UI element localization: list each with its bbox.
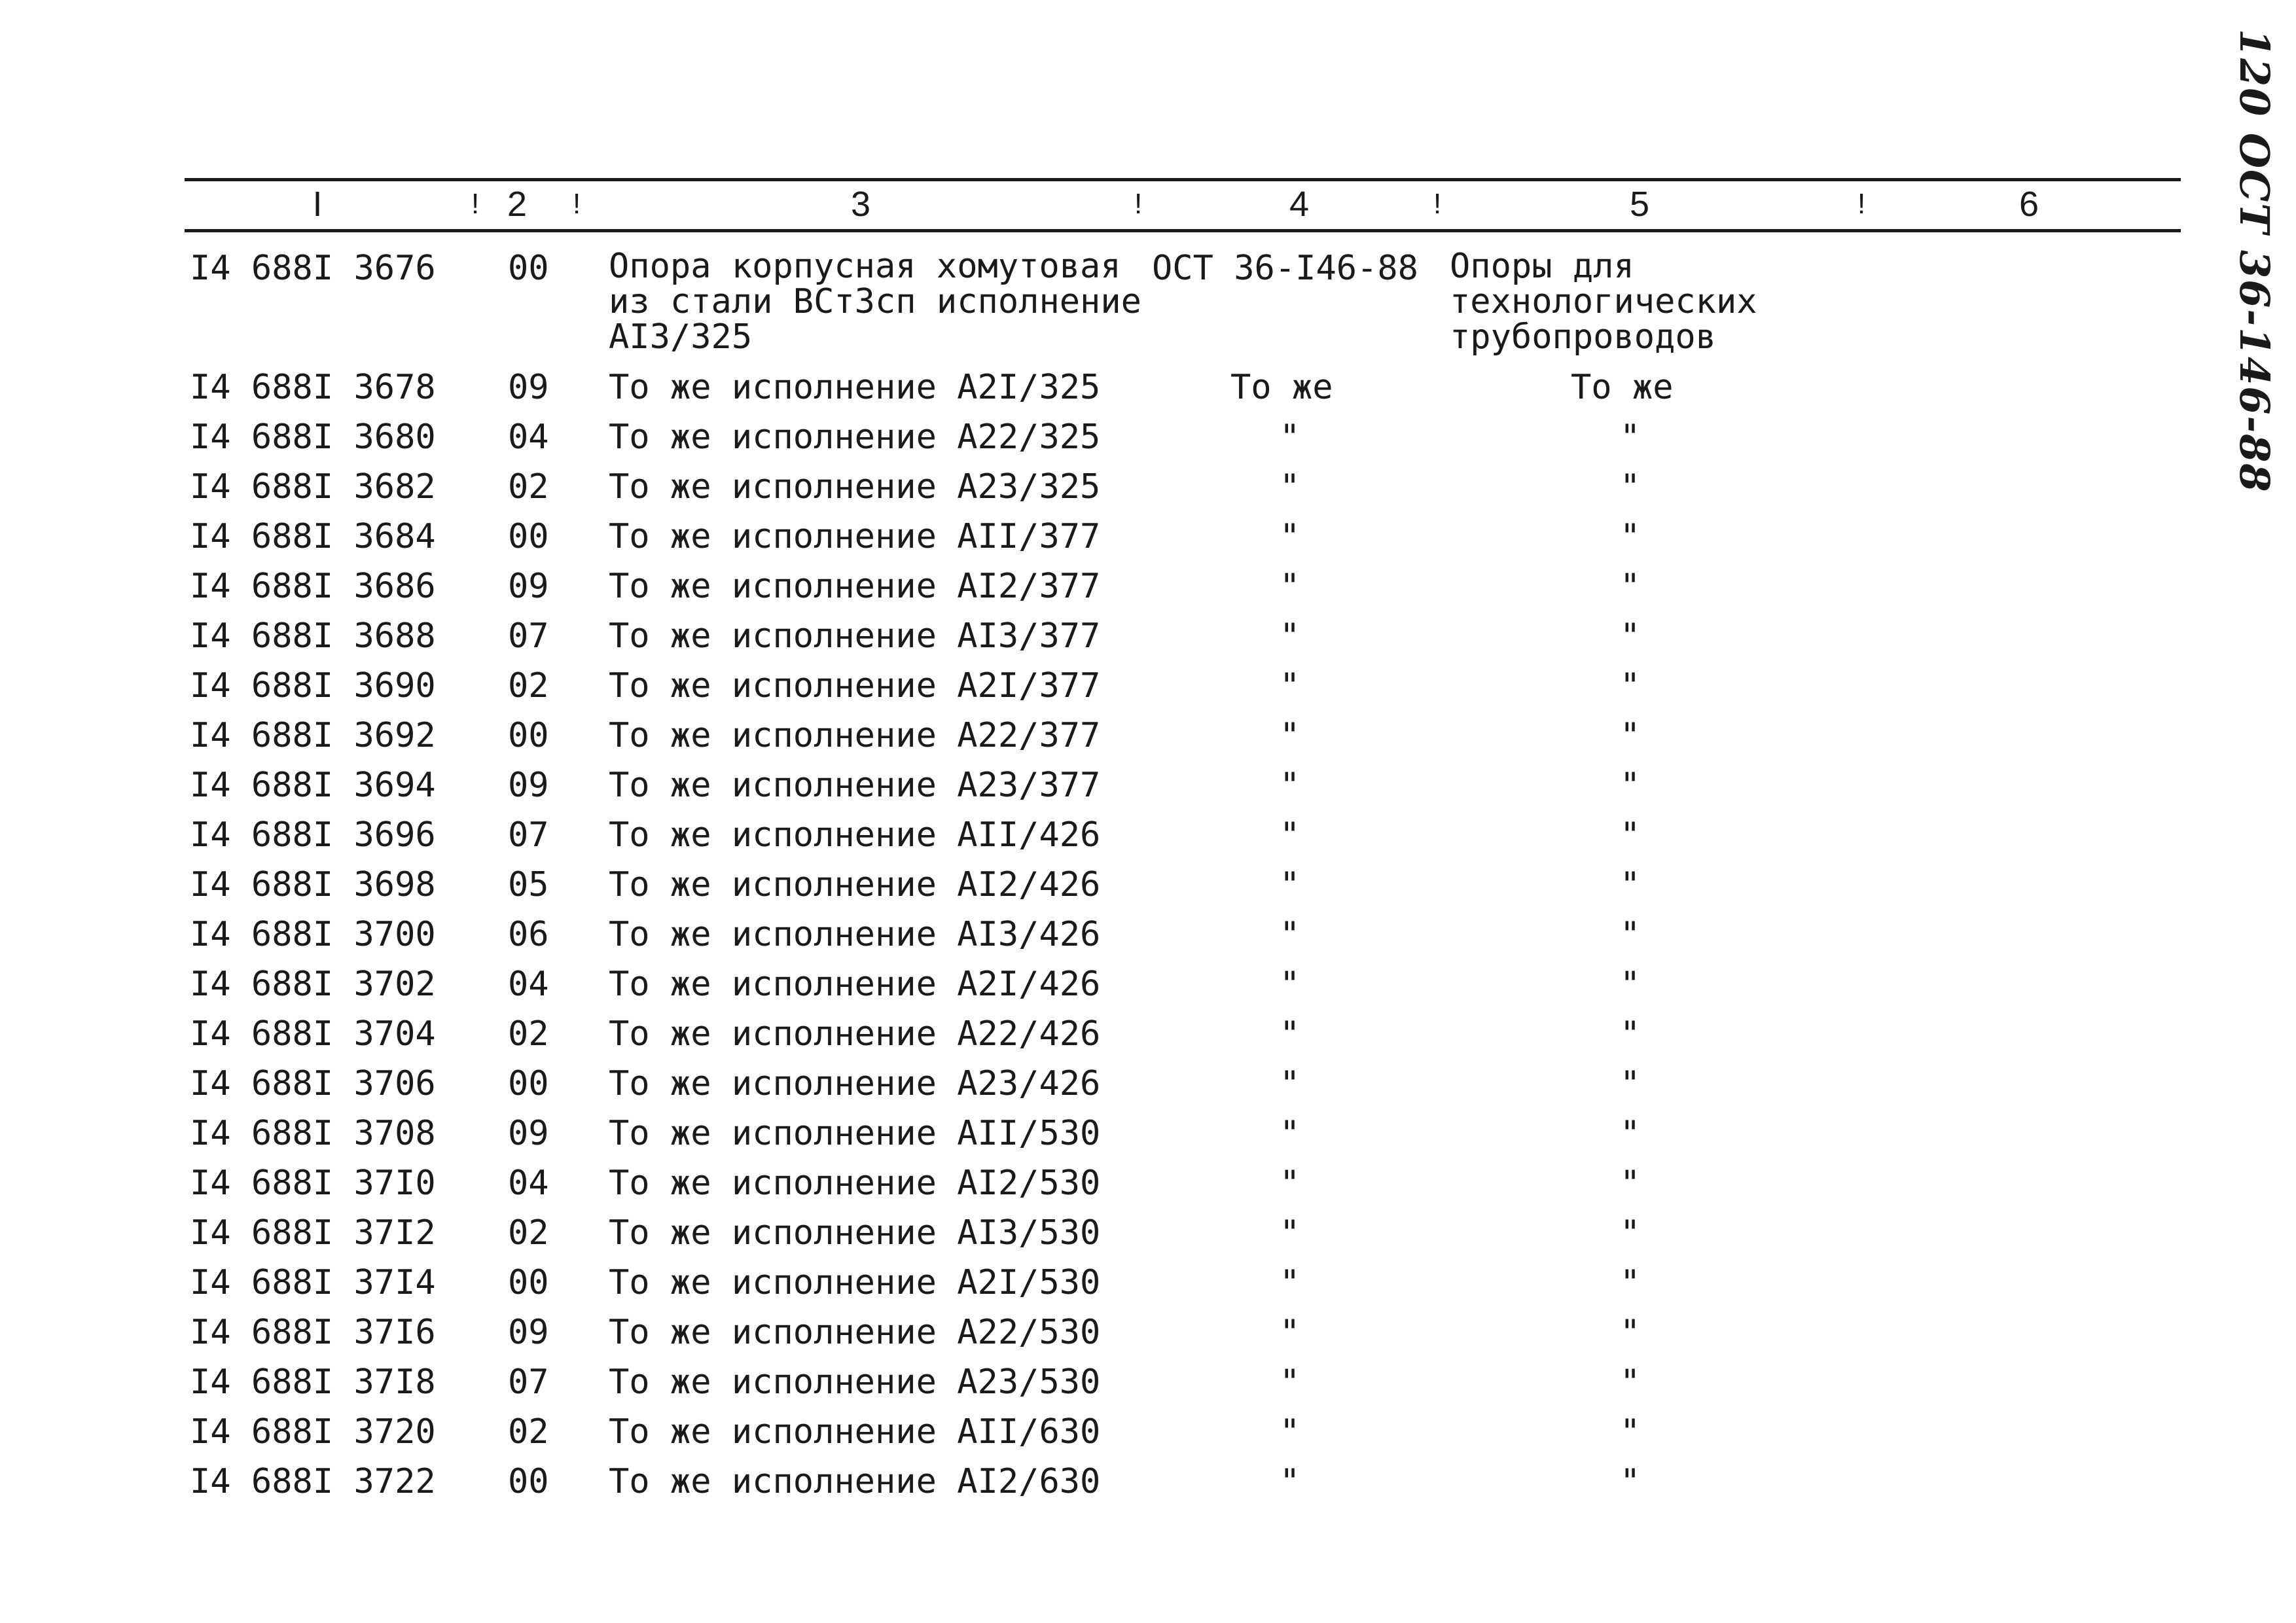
column-header-4: 4	[1289, 185, 1310, 224]
table-row	[0, 368, 2296, 418]
row-standard-ditto: "	[1280, 1363, 1300, 1402]
row-code: I4 688I 3686	[190, 567, 436, 606]
column-header-3: 3	[850, 185, 871, 224]
row-code: I4 688I 37I8	[190, 1363, 436, 1402]
row-number: 09	[508, 1313, 549, 1352]
row-description: То же исполнение А2I/377	[609, 666, 1101, 705]
row-purpose-ditto: "	[1620, 1164, 1641, 1203]
stamp-text: 120 ОСТ 36-146-88	[2231, 29, 2278, 493]
row-standard-ditto: "	[1280, 1263, 1300, 1302]
row-description: То же исполнение А2I/325	[609, 368, 1101, 407]
row-standard-ditto: "	[1280, 1213, 1300, 1253]
row-standard-ditto: "	[1280, 865, 1300, 904]
row-purpose-ditto: "	[1620, 1213, 1641, 1253]
row-standard-ditto: "	[1280, 1462, 1300, 1501]
row-code: I4 688I 3708	[190, 1114, 436, 1153]
row-purpose-ditto: "	[1620, 716, 1641, 755]
row-standard: ОСТ 36-I46-88	[1152, 249, 1418, 288]
row-code: I4 688I 3684	[190, 517, 436, 556]
ditto-rows	[0, 418, 2296, 1512]
row-purpose-ditto: "	[1620, 1363, 1641, 1402]
row-standard-ditto: "	[1280, 915, 1300, 954]
column-header-1: I	[312, 185, 323, 224]
row-standard-ditto: "	[1280, 1313, 1300, 1352]
row-description: То же исполнение АI2/377	[609, 567, 1101, 606]
row-description: То же исполнение А22/377	[609, 716, 1101, 755]
row-code: I4 688I 3676	[190, 249, 436, 288]
column-separator: !	[1134, 188, 1143, 220]
row-description: То же исполнение А2I/426	[609, 965, 1101, 1004]
row-number: 07	[508, 1363, 549, 1402]
row-purpose-ditto: "	[1620, 915, 1641, 954]
row-code: I4 688I 37I0	[190, 1164, 436, 1203]
row-description: То же исполнение АI3/530	[609, 1213, 1101, 1253]
row-description: То же исполнение А22/325	[609, 418, 1101, 457]
table-row	[0, 1313, 2296, 1363]
table-row	[0, 1213, 2296, 1263]
row-purpose-ditto: "	[1620, 1064, 1641, 1103]
table-row	[0, 965, 2296, 1014]
row-standard-ditto: "	[1280, 1114, 1300, 1153]
row-code: I4 688I 3692	[190, 716, 436, 755]
row-number: 00	[508, 517, 549, 556]
row-number: 02	[508, 1014, 549, 1054]
table-row	[0, 616, 2296, 666]
column-separator: !	[471, 188, 480, 220]
table-row	[0, 1164, 2296, 1213]
row-code: I4 688I 3680	[190, 418, 436, 457]
row-description: То же исполнение А23/530	[609, 1363, 1101, 1402]
row-code: I4 688I 3706	[190, 1064, 436, 1103]
row-description: То же исполнение А22/530	[609, 1313, 1101, 1352]
row-description: То же исполнение А23/377	[609, 766, 1101, 805]
row-code: I4 688I 3696	[190, 815, 436, 855]
row-code: I4 688I 3678	[190, 368, 436, 407]
row-number: 09	[508, 368, 549, 407]
row-standard-ditto: "	[1280, 467, 1300, 507]
row-code: I4 688I 3694	[190, 766, 436, 805]
row-number: 09	[508, 1114, 549, 1153]
row-purpose-ditto: "	[1620, 1412, 1641, 1452]
row-standard-ditto: "	[1280, 716, 1300, 755]
row-purpose-ditto: "	[1620, 965, 1641, 1004]
row-description: То же исполнение АI2/530	[609, 1164, 1101, 1203]
row-standard-ditto: "	[1280, 567, 1300, 606]
row-code: I4 688I 37I4	[190, 1263, 436, 1302]
column-separator: !	[573, 188, 581, 220]
row-purpose-ditto: "	[1620, 467, 1641, 507]
row-number: 02	[508, 666, 549, 705]
row-purpose-ditto: "	[1620, 666, 1641, 705]
row-number: 04	[508, 418, 549, 457]
row-number: 09	[508, 766, 549, 805]
table-row	[0, 1064, 2296, 1114]
row-description: То же исполнение АI2/630	[609, 1462, 1101, 1501]
table-row	[0, 1114, 2296, 1164]
table-top-rule	[185, 178, 2181, 181]
row-purpose-ditto: "	[1620, 766, 1641, 805]
row-code: I4 688I 3690	[190, 666, 436, 705]
row-description: То же исполнение АI3/377	[609, 616, 1101, 656]
row-number: 00	[508, 1064, 549, 1103]
table-row	[0, 249, 2296, 368]
row-purpose-ditto: "	[1620, 1114, 1641, 1153]
row-standard-ditto: "	[1280, 766, 1300, 805]
row-standard-ditto: "	[1280, 616, 1300, 656]
row-number: 02	[508, 467, 549, 507]
row-purpose-ditto: "	[1620, 1014, 1641, 1054]
table-body	[0, 249, 2296, 1512]
row-purpose-ditto: "	[1620, 517, 1641, 556]
row-number: 00	[508, 249, 549, 288]
row-purpose-ditto: "	[1620, 1462, 1641, 1501]
row-purpose-ditto: "	[1620, 616, 1641, 656]
row-code: I4 688I 3720	[190, 1412, 436, 1452]
row-standard-ditto: "	[1280, 418, 1300, 457]
row-number: 00	[508, 1462, 549, 1501]
row-code: I4 688I 3698	[190, 865, 436, 904]
row-number: 04	[508, 965, 549, 1004]
row-number: 04	[508, 1164, 549, 1203]
row-code: I4 688I 3700	[190, 915, 436, 954]
row-standard-ditto: "	[1280, 517, 1300, 556]
table-row	[0, 418, 2296, 467]
row-purpose: То же	[1571, 368, 1674, 407]
row-purpose-ditto: "	[1620, 815, 1641, 855]
row-number: 02	[508, 1213, 549, 1253]
table-row	[0, 1363, 2296, 1412]
row-code: I4 688I 3704	[190, 1014, 436, 1054]
row-description: То же исполнение А23/426	[609, 1064, 1101, 1103]
row-standard: То же	[1230, 368, 1333, 407]
table-row	[0, 915, 2296, 965]
table-row	[0, 666, 2296, 716]
table-row	[0, 716, 2296, 766]
row-code: I4 688I 37I2	[190, 1213, 436, 1253]
row-number: 06	[508, 915, 549, 954]
table-row	[0, 517, 2296, 567]
row-purpose: Опоры для технологических трубопроводов	[1450, 247, 1757, 357]
row-purpose-ditto: "	[1620, 418, 1641, 457]
row-standard-ditto: "	[1280, 1164, 1300, 1203]
table-row	[0, 1462, 2296, 1512]
row-description: То же исполнение АII/426	[609, 815, 1101, 855]
row-standard-ditto: "	[1280, 815, 1300, 855]
row-description: То же исполнение А2I/530	[609, 1263, 1101, 1302]
row-description: То же исполнение А22/426	[609, 1014, 1101, 1054]
row-standard-ditto: "	[1280, 666, 1300, 705]
row-code: I4 688I 3688	[190, 616, 436, 656]
column-separator: !	[1433, 188, 1442, 220]
row-description: Опора корпусная хомутовая из стали ВСт3сп исполнение АI3/325	[609, 247, 1141, 357]
table-row	[0, 467, 2296, 517]
row-code: I4 688I 3702	[190, 965, 436, 1004]
row-number: 09	[508, 567, 549, 606]
row-standard-ditto: "	[1280, 1014, 1300, 1054]
table-row	[0, 1263, 2296, 1313]
row-code: I4 688I 37I6	[190, 1313, 436, 1352]
row-description: То же исполнение АII/630	[609, 1412, 1101, 1452]
row-description: То же исполнение АI2/426	[609, 865, 1101, 904]
table-row	[0, 815, 2296, 865]
row-purpose-ditto: "	[1620, 1263, 1641, 1302]
column-header-5: 5	[1629, 185, 1650, 224]
column-header-2: 2	[507, 185, 528, 224]
row-purpose-ditto: "	[1620, 1313, 1641, 1352]
row-code: I4 688I 3722	[190, 1462, 436, 1501]
row-number: 07	[508, 616, 549, 656]
row-number: 00	[508, 1263, 549, 1302]
row-description: То же исполнение А23/325	[609, 467, 1101, 507]
row-standard-ditto: "	[1280, 1064, 1300, 1103]
row-number: 07	[508, 815, 549, 855]
row-number: 05	[508, 865, 549, 904]
row-number: 02	[508, 1412, 549, 1452]
column-header-6: 6	[2018, 185, 2039, 224]
table-row	[0, 567, 2296, 616]
table-row	[0, 865, 2296, 915]
row-description: То же исполнение АI3/426	[609, 915, 1101, 954]
table-row	[0, 766, 2296, 815]
row-description: То же исполнение АII/377	[609, 517, 1101, 556]
table-row	[0, 1014, 2296, 1064]
column-separator: !	[1857, 188, 1866, 220]
row-standard-ditto: "	[1280, 965, 1300, 1004]
table-header-rule	[185, 229, 2181, 232]
row-description: То же исполнение АII/530	[609, 1114, 1101, 1153]
row-standard-ditto: "	[1280, 1412, 1300, 1452]
row-code: I4 688I 3682	[190, 467, 436, 507]
table-row	[0, 1412, 2296, 1462]
row-number: 00	[508, 716, 549, 755]
row-purpose-ditto: "	[1620, 865, 1641, 904]
row-purpose-ditto: "	[1620, 567, 1641, 606]
